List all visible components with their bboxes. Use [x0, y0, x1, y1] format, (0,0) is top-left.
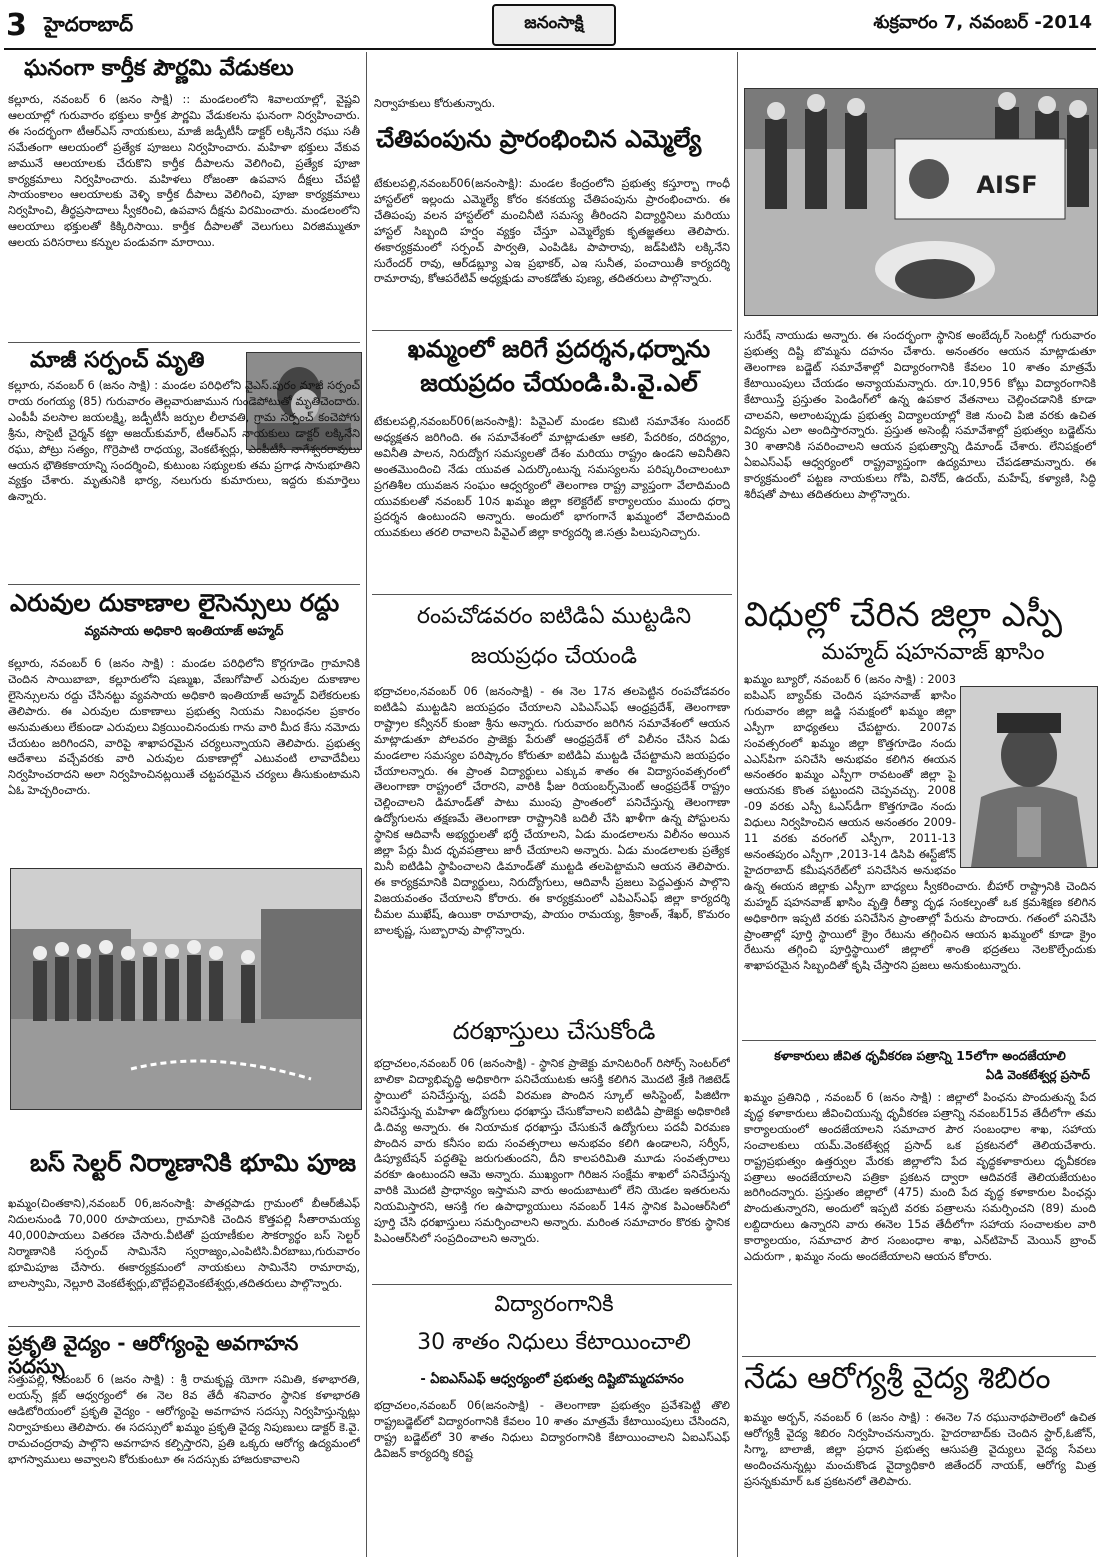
darakhastu-headline: దరఖాస్తులు చేసుకోండి [452, 1017, 656, 1045]
column-divider [737, 52, 738, 1557]
dharna-headline-line2: జయప్రదం చేయండి.పి.వై.ఎల్ [420, 369, 698, 397]
chetipampu-body: టేకులపల్లి,నవంబర్06(జనంసాక్షి): మండల కేంద్రంలోని ప్రభుత్వ కస్తూర్బా గాంధీ హాస్టల్‌లో ఇల్లందు ఎమ్మెల్యే కోరం కనకయ్య చేతిపంపును ప్రారంభించారు. ఈ చేతిపంపు వలన హాస్టల్‌లో మంచినీటి సమస్య తీరిందని విద్యార్థినిలు మరియు హాస్టల్ సిబ్బంది హర్షం వ్యక్తం చేస్తూ ఎమ్మెల్యేకు కృతజ్ఞతలు తెలిపారు. ఈకార్యక్రమంలో సర్పంచ్ పార్వతి, ఎంపిడిఓ పాపారావు, జడ్‌పిటిసి లక్కినేని సురేందర్ రావు, ఆర్‌డబ్ల్యూ ఎఇ ప్రభాకర్, ఎఇ సునీత, పంచాయితీ కార్యదర్శి రామారావు, కోఆపరేటివ్ అధ్యక్షుడు వాంకడోతు పుణ్య, తదితరులు పాల్గొన్నారు. [374, 177, 730, 286]
vidyarangam-continuation: సురేష్ నాయుడు అన్నారు. ఈ సందర్భంగా స్థానిక అంబేద్కర్ సెంటర్లో గురువారం ప్రభుత్వ దిష్టి బొమ్మను దహనం చేశారు. అనంతరం ఆయన మాట్లాడుతూ తెలంగాణ బడ్జెట్ సమావేశాల్లో విద్యారంగానికి కేవలం 10 శాతం మాత్రమే కేటాయింపులు చేయడం అన్యాయమన్నారు. రూ.10,956 కోట్లు విద్యారంగానికి కేటాయిస్తే ప్రస్తుతం పెండింగ్‌లో ఉన్న ఉపకార వేతనాలు చెల్లించడానికి కూడా చాలవని, అలాంటప్పుడు ప్రభుత్వ విద్యాలయాల్లో కెజి నుంచి పిజి వరకు ఉచిత విద్యను ఎలా అందిస్తారన్నారు. ప్రస్తుత అసెంబ్లీ సమావేశాల్లో ప్రభుత్వం బడ్జెట్‌ను 30 శాతానికి సవరించాలని ఆయన ప్రభుత్వాన్ని డిమాండ్ చేశారు. లేనిపక్షంలో ఏఐఎస్‌ఎఫ్ ఆధ్వర్యంలో రాష్ట్రవ్యాప్తంగా ఉద్యమాలు చేపడతామన్నారు. ఈ కార్యక్రమంలో పట్టణ నాయకులు గోపి, వినోద్, ఉదయ్, మహేష్, కళ్యాణి, సిద్ధి శిరీషతో పాటు తదితరులు పాల్గొన్నారు. [744, 329, 1096, 502]
banner-text: AISF [976, 171, 1038, 199]
darakhastu-body: భద్రాచలం,నవంబర్ 06 (జనంసాక్షి) - స్థానిక ప్రాజెక్టు మానిటరింగ్ రిసోర్స్ సెంటర్‌లో బాలికా విద్యాభివృద్ధి అధికారిగా పనిచేయుటకు ఆసక్తి కలిగిన మొదటి శ్రేణి గెజిటెడ్ స్థాయిలో పనిచేస్తున్న, పదవీ విరమణ పొందిన స్కూల్ అసిస్టెంట్, పిజిటిగా పనిచేస్తున్న మహిళా ఉద్యోగులు ధరఖాస్తు చేసుకోవాలని ఐటిడిఏ ప్రాజెక్టు అధికారిణి డి.దివ్య అన్నారు. ఈ నియామక ధరఖాస్తు చేసుకునే ఉద్యోగులు పదవీ విరమణ పొందిన వారు కనీసం ఐదు సంవత్సరాలు అనుభవం కలిగి ఉండాలని, సర్వీస్, డిప్యూటేషన్ పద్ధతిపై జరుగుతుందని, దీని కాలపరిమితి మూడు సంవత్సరాలు వరకూ ఉంటుందని ఆమె అన్నారు. ముఖ్యంగా గిరిజన సంక్షేమ శాఖలో పనిచేస్తున్న వారికి మొదటి ప్రాధాన్యం ఇస్తామని వారు అందుబాటులో లేని యెడల ఇతరులను నియమిస్తారని, ఆసక్తి గల ఉపాధ్యాయులు నవంబర్ 14న స్థానిక పిఎంఆర్‌సిలో పూర్తి చేసి ధరఖాస్తులు సమర్పించాలని అన్నారు. మరింత సమాచారం కొరకు స్థానిక పిఎంఆర్‌సిలో సంప్రదించాలని అన్నారు. [374, 1057, 730, 1245]
header-rule [4, 48, 1096, 50]
vidyarangam-body: భద్రాచలం,నవంబర్ 06(జనంసాక్షి) - తెలంగాణా ప్రభుత్వం ప్రవేశపెట్టి తొలి రాష్ట్రబడ్జెట్‌లో విద్యారంగానికి కేవలం 10 శాతం మాత్రమే కేటాయింపులు చేసిందని, రాష్ట్ర బడ్జెట్‌లో 30 శాతం నిధులు విద్యారంగానికి కేటాయించాలని ఏఐఎస్‌ఎఫ్ డివిజన్ కార్యదర్శి కరిష్ట [374, 1399, 730, 1460]
license-body: కల్లూరు, నవంబర్ 6 (జనం సాక్షి) : మండల పరిధిలోని కొర్లగూడెం గ్రామానికి చెందిన సాయిబాబా, కల్లూరులోని షణ్ముఖ, వేణుగోపాల్ ఎరువుల దుకాణాల లైసెన్సులను రద్దు చేసినట్టు వ్యవసాయ అధికారి ఇంతియాజ్ అహ్మద్ విలేకరులకు తెలిపారు. ఈ ఎరువుల దుకాణాలు ప్రభుత్వ నియమ నిబంధనల ప్రకారం అనుమతులు లేకుండా ఎరువులు విక్రయించినందుకు గాను వారి మీద కేసు నమోదు చేయటం జరిగిందని, వారిపై శాఖాపరమైన చర్యలున్నాయని తెలిపారు. ప్రభుత్వ ఆదేశాలు వచ్చేవరకు వారి ఎరువుల దుకాణాల్లో ఎటువంటి లావాదేవీలు నిర్వహించరాదని అలా నిర్వహించినట్లయితే చట్టపరమైన చర్యలు తీసుకుంటామని ఏఓ హెచ్చరించారు. [8, 657, 360, 798]
vidyarangam-headline-line2: 30 శాతం నిధులు కేటాయించాలి [417, 1330, 691, 1355]
protest-image [745, 89, 1097, 315]
sp-body-text: ఖమ్మం బ్యూరో, నవంబర్ 6 (జనం సాక్షి) : 2003 ఐపిఎస్ బ్యాచ్‌కు చెందిన షహనవాజ్ ఖాసిం గురువారం జిల్లా జడ్జి సమక్షంలో ఖమ్మం జిల్లా ఎస్పీగా బాధ్యతలు చేపట్టారు. 2007వ సంవత్సరంలో ఖమ్మం జిల్లా కొత్తగూడెం నందు ఎఎస్‌పిగా పనిచేసి అనుభవం కలిగిన ఈయన అనంతరం ఖమ్మం ఎస్పీగా రావటంతో జిల్లా పై ఆయనకు కొంత పట్టుందని చెప్పవచ్చు. 2008 -09 వరకు ఎస్పీ ఓఎస్‌డీగా కొత్తగూడెం నందు విధులు నిర్వహించిన ఆయన అనంతరం 2009-11 వరకు వరంగల్ ఎస్పీగా, 2011-13 అనంతపురం ఎస్పీగా ,2013-14 డిసిపి ఈస్ట్‌జోన్ హైదరాబాద్ కమీషనరేట్‌లో పనిచేసిన అనుభవం ఉన్న ఈయన జిల్లాకు ఎస్పీగా బాధ్యలు స్వీకరించారు. బీహార్ రాష్ట్రానికి చెందిన మహ్మద్ షహనవాజ్ ఖాసిం వృత్తి రీత్యా దృఢ సంకల్పంతో ఒక క్రమశిక్షణ కలిగిన అధికారిగా ఇప్పటి వరకు పనిచేసిన ప్రాంతాల్లో పేరును పొందారు. గతంలో పనిచేసి ప్రాంతాల్లో పూర్తి స్థాయిలో క్రైం రేటును తగ్గించిన ఆయన ఖమ్మంలో కూడా క్రైం రేటును తగ్గించి పూర్తిస్థాయిలో జిల్లాలో శాంతి భద్రతలు నెలకొల్పేందుకు శాఖాపరమైన సిబ్బందితో కృషి చేస్తారని ప్రజలు అనుకుంటున్నారు. [744, 673, 1096, 973]
prakruthi-continuation: నిర్వాహకులు కోరుతున్నారు. [374, 97, 496, 110]
chetipampu-headline: చేతిపంపును ప్రారంభించిన ఎమ్మెల్యే [376, 125, 702, 153]
dharna-headline: ఖమ్మంలో జరిగే ప్రదర్శన,ధర్నాను [407, 335, 711, 363]
itda-headline-line2: జయప్రధం చేయండి [470, 644, 638, 669]
vidyarangam-subheadline: - ఏఐఎస్‌ఎఫ్ ఆధ్వర్యంలో ప్రభుత్వ దిష్టిబొమ్మదహనం [420, 1372, 684, 1387]
license-headline: ఎరువుల దుకాణాల లైసెన్సులు రద్దు [10, 589, 340, 617]
article-divider [372, 594, 732, 595]
sp-subheadline: మహ్మద్ షహనవాజ్ ఖాసిం [821, 640, 1045, 665]
sarpanch-headline: మాజీ సర్పంచ్ మృతి [30, 348, 205, 373]
karthika-body: కల్లూరు, నవంబర్ 6 (జనం సాక్షి) :: మండలంలోని శివాలయాల్లో, వైష్ణవి ఆలయాల్లో గురువారం భక్తులు కార్తీక పౌర్ణమి వేడుకలను ఘనంగా నిర్వహించారు. ఈ సందర్భంగా టీఆర్ఎస్ నాయకులు, మాజీ జడ్పీటీసీ డాక్టర్ లక్కినేని రఘు సతీ సమేతంగా ఆలయంలో ప్రత్యేక పూజలు నిర్వహించారు. మహిళా భక్తులు వేకువ జామునే ఆలయాలకు చేరుకొని కార్తీక దీపాలను వెలిగించి, ప్రత్యేక పూజా కార్యక్రమాలు నిర్వహించారు. మహిళలు రోజంతా ఉపవాస దీక్షలు చేపట్టి సాయంకాలం ఆలయాలకు వెళ్ళి కార్తీక దీపాలు వెలిగించి, పూజా కార్యక్రమాలు నిర్వహించి, తీర్థప్రసాదాలు స్వీకరించి, ఉపవాస దీక్షను విరమించారు. మండలంలోని ఆలయాలు భక్తులతో కిక్కిరిసాయి. కార్తీక దీపాలతో వెలుగులు విరజిమ్ముతూ ఆలయ పరిసరాలు కన్నుల పండువగా మారాయి. [8, 93, 360, 250]
newspaper-logo: జనంసాక్షి [492, 4, 616, 46]
vidyarangam-headline: విద్యారంగానికి [494, 1292, 614, 1317]
prakruthi-headline: ప్రకృతి వైద్యం - ఆరోగ్యంపై అవగాహన సదస్సు [8, 1331, 299, 1378]
license-subheadline: వ్యవసాయ అధికారి ఇంతియాజ్ అహ్మద్ [84, 624, 284, 639]
article-divider [372, 1284, 732, 1285]
karthika-headline: ఘనంగా కార్తీక పౌర్ణమి వేడుకలు [24, 56, 294, 81]
itda-body: భద్రాచలం,నవంబర్ 06 (జనంసాక్షి) - ఈ నెల 17న తలపెట్టిన రంపచోడవరం ఐటిడిఏ ముట్టడిని జయప్రధం చేయాలని ఎపిఎస్‌ఎఫ్ ఆంధ్రప్రదేశ్, తెలంగాణా రాష్ట్రాల కన్వీనర్ కుంజా శ్రీను అన్నారు. గురువారం జరిగిన సమావేశంలో ఆయన మాట్లాడుతూ పోలవరం ప్రాజెక్టు పేరుతో ఆంధ్రప్రదేశ్ లో విలీనం చేసిన ఏడు మండలాల సమస్యల పరిష్కారం కోరుతూ ఐటిడిఏ ముట్టడి చేపట్టామని జయప్రధం చేయాలన్నారు. ఈ ప్రాంత విద్యార్థులు ఎక్కువ శాతం ఈ విద్యాసంవత్సరంలో తెలంగాణా రాష్ట్రంలో చేరారని, వారికి ఫీజు రియంబర్స్‌మెంట్ ఆంధ్రప్రదేశ్ రాష్ట్రం చెల్లించాలని డిమాండ్‌తో పాటు ముంపు ప్రాంతంలో పనిచేస్తున్న తెలంగాణా ఉద్యోగులను తక్షణమే తెలంగాణా రాష్ట్రానికి బదిలీ చేసి ఖాళీగా ఉన్న పోస్టులను స్థానిక ఆదివాసీ అభ్యర్థులతో భర్తీ చేయాలని, ఏడు మండలాలను విలీనం అయిన జిల్లా పేర్లు మీద ధృవపత్రాలు జారీ చేయాలని అన్నారు. ఏడు మండలాలకు ప్రత్యేక మినీ ఐటిడిఏ స్థాపించాలని డిమాండ్‌తో ముట్టడి తలపెట్టామని ఆయన తెలిపారు. ఈ కార్యక్రమానికి విద్యార్థులు, నిరుద్యోగులు, ఆదివాసీ ప్రజలు పెద్దఎత్తున పాల్గొని విజయవంతం చేయాలని కోరారు. ఈ కార్యక్రమంలో ఎపిఎస్‌ఎఫ్ జిల్లా కార్యదర్శి చీమల ముఖేష్, ఉయికా రామారావు, పాయం రామయ్య, శ్రీకాంత్, శేఖర్, కొమరం బాలకృష్ణ, సుబ్బారావు పాల్గొన్నారు. [374, 685, 730, 937]
sp-body [744, 672, 1096, 998]
page-number: 3 [6, 8, 27, 43]
kalakarulu-subheadline: ఏడి వెంకటేశ్వర్ల ప్రసాద్ [985, 1068, 1090, 1082]
article-divider [8, 584, 360, 585]
article-divider [372, 330, 732, 331]
sp-headline: విధుల్లో చేరిన జిల్లా ఎస్పీ [744, 595, 1063, 635]
prakruthi-body: సత్తుపల్లి, నవంబర్ 6 (జనం సాక్షి) : శ్రీ రామకృష్ణ యోగా సమితి, కళాభారతి, లయన్స్ క్లబ్ ఆధ్వర్యంలో ఈ నెల 8వ తేదీ శనివారం స్థానిక కళాభారతి ఆడిటోరియంలో ప్రకృతి వైద్యం - ఆరోగ్యంపై అవగాహన సదస్సు నిర్వహిస్తున్నట్లు నిర్వాహకులు తెలిపారు. ఈ సదస్సులో ఖమ్మం ప్రకృతి వైద్య నిపుణులు డాక్టర్ కె.వై. రామచంద్రరావు పాల్గొని అవగాహన కల్పిస్తారని, ప్రతి ఒక్కరు ఆరోగ్య ఉద్యమంలో భాగస్వాములు అవ్వాలని కోరుకుంటూ ఈ సదస్సుకు హాజరుకావాలని [8, 1373, 360, 1466]
bus-shelter-headline: బస్ సెల్టర్ నిర్మాణానికి భూమి పూజ [30, 1149, 357, 1177]
kalakarulu-headline: కళాకారులు జీవిత ధృవీకరణ పత్రాన్ని 15లోగా అందజేయాలి [774, 1048, 1066, 1063]
article-divider [742, 1040, 1096, 1041]
article-divider [742, 1356, 1096, 1357]
arogyasri-headline: నేడు ఆరోగ్యశ్రీ వైద్య శిబిరం [744, 1361, 1051, 1396]
group-photo-image [11, 869, 361, 1109]
dharna-body: టేకులపల్లి,నవంబర్06(జనంసాక్షి): పివైఎల్ మండల కమిటి సమావేశం సుందర్ అధ్యక్షతన జరిగింది. ఈ సమావేశంలో మాట్లాడుతూ ఆకలి, పేదరికం, దరిద్య్రం, అవినీతి పాలన, నిరుద్యోగ సమస్యలతో దేశం మరియు రాష్ట్రం ఉండని అవినీతిని అంతమొందించి నేడు యువత ఎదుర్కొంటున్న సమస్యలను పరిష్కరించాలంటూ ప్రగతిశీల యువజన సంఘం ఆధ్వర్యంలో తెలంగాణ రాష్ట్ర వ్యాప్తంగా వేలాదిమంది యువకులతో నవంబర్ 10న ఖమ్మం జిల్లా కలెక్టరేట్ కార్యాలయం ముందు ధర్నా ప్రదర్శన ఉంటుందని అన్నారు. అందులో భాగంగానే ఖమ్మంలో వేలాదిమంది యువకులు తరలి రావాలని పివైఎల్ జిల్లా కార్యదర్శి జి.సత్రు పిలుపునిచ్చారు. [374, 415, 730, 540]
page-city: హైదరాబాద్ [44, 12, 134, 36]
arogyasri-body: ఖమ్మం అర్బన్, నవంబర్ 6 (జనం సాక్షి) : ఈనెల 7న రఘునాథపాలెంలో ఉచిత ఆరోగ్యశ్రీ వైద్య శిబిరం నిర్వహించనున్నారు. హైదరాబాద్‌కు చెందిన స్టార్,ఓజోన్, సిగ్మా, బాలాజీ, జిల్లా ప్రధాన ప్రభుత్వ ఆసుపత్రి వైద్యులు వైద్య సేవలు అందించనున్నట్లు మంచుకొండ వైద్యాధికారి జితేందర్ నాయక్, ఆరోగ్య మిత్ర ప్రసన్నకుమార్ ఒక ప్రకటనలో తెలిపారు. [744, 1411, 1096, 1488]
itda-headline: రంపచోడవరం ఐటిడిఏ ముట్టడిని [416, 604, 692, 629]
column-divider [366, 52, 367, 1557]
kalakarulu-body: ఖమ్మం ప్రతినిధి , నవంబర్ 6 (జనం సాక్షి) : జిల్లాలో పింఛను పొందుతున్న పేద వృద్ధ కళాకారులు జీవించియున్న ధృవీకరణ పత్రాన్ని నవంబర్15వ తేదీలోగా తమ కార్యాలయంలో అందజేయాలని సమాచార పౌర సంబంధాల శాఖ, సహాయ సంచాలకులు యమ్.వెంకటేశ్వర్ల ప్రసాద్ ఒక ప్రకటనలో తెలియచేశారు. రాష్ట్రప్రభుత్వం ఉత్తర్వుల మేరకు జిల్లాలోని పేద వృద్ధకళాకారులు ధృవీకరణ పత్రాలు అందజేయాలని పత్రికా ప్రకటన ద్వారా ఆదివరకే తెలియజేయటం జరిగిందన్నారు. ప్రస్తుతం జిల్లాలో (475) మంది పేద వృద్ధ కళాకారుల పింఛన్లు పొందుతున్నారని, అందులో ఇప్పటి వరకు పత్రాలను సమర్పించని (89) మంది లబ్దిదారులు ఉన్నారని వారు ఈనెల 15వ తేదీలోగా సహాయ సంచాలకుల వారి కార్యాలయం, సమాచార పౌర సంబంధాల శాఖ, ఎన్‌టిహెచ్ మెయిన్ బ్రాంచ్ ఎదురుగా , ఖమ్మం నందు అందజేయాలని ఆయన కోరారు. [744, 1091, 1096, 1264]
issue-date: శుక్రవారం 7, నవంబర్ -2014 [873, 12, 1092, 33]
bhoomi-puja-photo [10, 868, 362, 1110]
bus-shelter-body: ఖమ్మం(చింతకాని),నవంబర్ 06,జనంసాక్షి: పాతర్లపాడు గ్రామంలో బీఆర్‌జీఎఫ్ నిదులనుండి 70,000 రూపాయలు, గ్రామానికి చెందిన కొత్తపల్లి సీతారామయ్య 40,000పాయలు వితరణ చేసారు.వీటితో ప్రయాణీకుల సౌకర్యార్థం బస్ సెల్టర్ నిర్మాణానికి సర్పంచ్ సామినేని స్వరాజ్యం,ఎంపిటిసి.వీరబాబు,గురువారం భూమిపూజ చేసారు. ఈకార్యక్రమంలో నాయకులు సామినేని రామారావు, బాలస్వామి, నెల్లూరి వెంకటేశ్వర్లు,బొల్లేపల్లివెంకటేశ్వర్లు,తదితరులు పాల్గొన్నారు. [8, 1197, 360, 1290]
sarpanch-body: కల్లూరు, నవంబర్ 6 (జనం సాక్షి) : మండల పరిధిలోని వైఎస్.పురం మాజీ సర్పంచ్ రాయ రంగయ్య (85) గురువారం తెల్లవారుజామున గుండెపోటుతో మృతిచెందారు. ఎంపీపీ వలసాల జయలక్ష్మి, జడ్పీటీసీ జర్పుల లీలావతి, గ్రామ సర్పంచ్ కంచెపోగు శ్రీను, సొసైటీ చైర్మన్ కట్టా అజయ్‌కుమార్, టీఆర్ఎస్ నాయకులు డాక్టర్ లక్కినేని రఘు, పోట్రు సత్యం, గొర్రెపాటి రాధయ్య, వెంకటేశ్వర్లు, ఎంపీటీసీ నాగేశ్వరరావులు ఆయన భౌతికకాయాన్ని సందర్శించి, కుటుంబ సభ్యులకు తమ ప్రగాఢ సానుభూతిని వ్యక్తం చేశారు. మృతునికి భార్య, నలుగురు కుమారులు, ఇద్దరు కుమార్తెలు ఉన్నారు. [8, 379, 360, 504]
article-divider [8, 342, 360, 343]
article-divider [8, 1326, 360, 1327]
aisf-protest-photo [744, 88, 1098, 316]
page-header [0, 0, 1100, 50]
